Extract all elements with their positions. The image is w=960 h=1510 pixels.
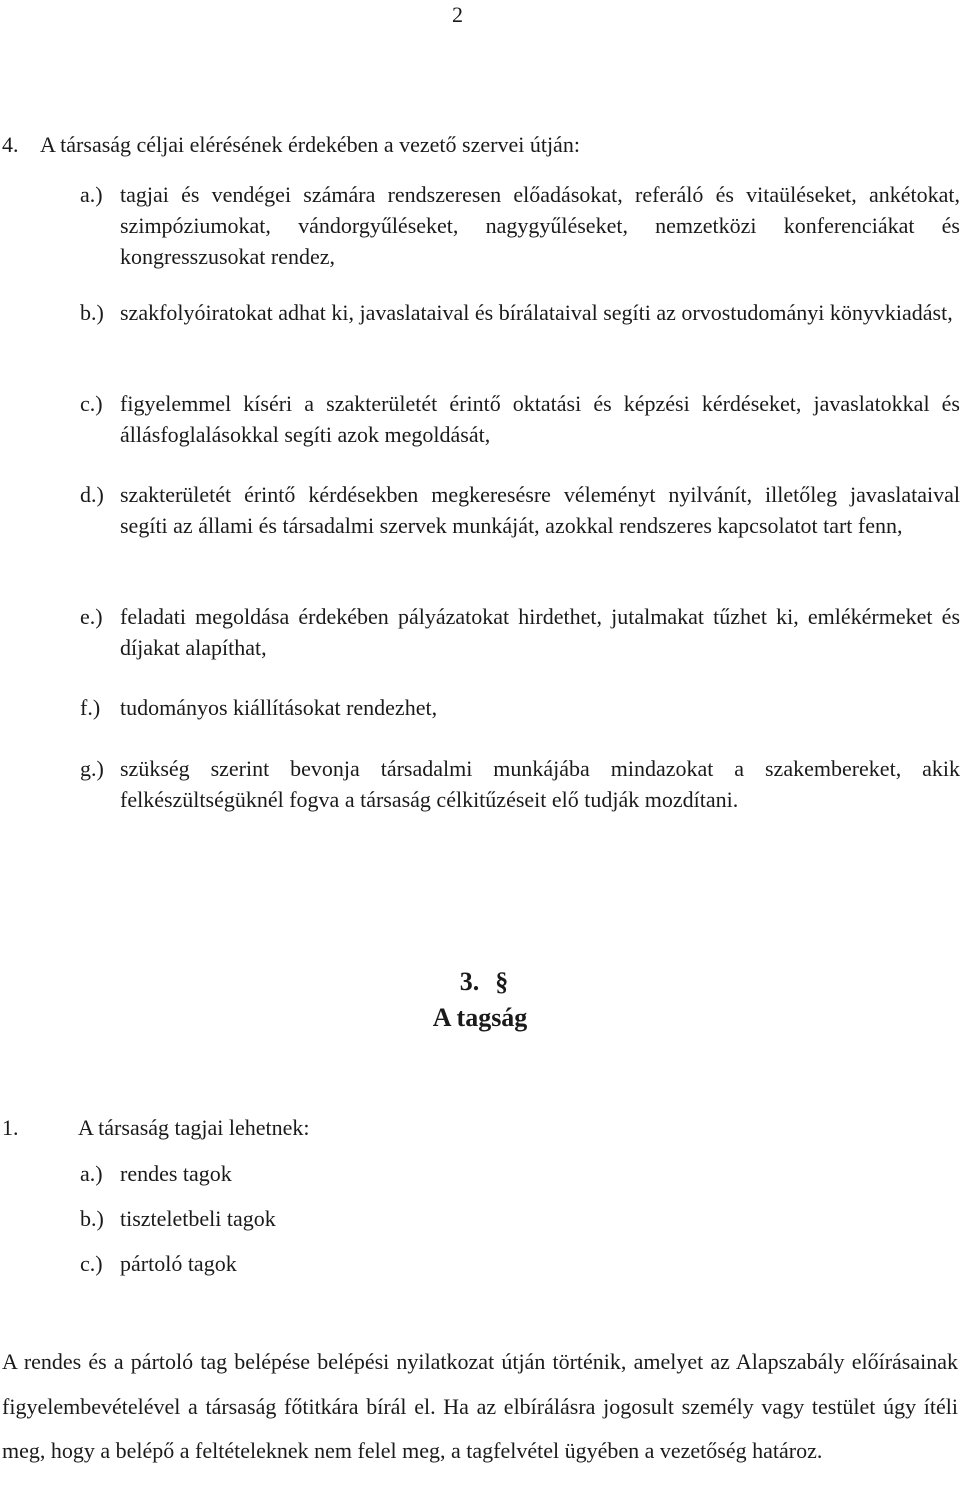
list-item-text: tudományos kiállításokat rendezhet, [120, 695, 438, 720]
page-number: 2 [452, 2, 463, 27]
point-intro-text: A társaság tagjai lehetnek: [78, 1115, 310, 1140]
list-item [80, 1161, 232, 1187]
section-number: 3. [459, 967, 480, 996]
list-item-f [80, 692, 960, 723]
list-item-letter: c.) [80, 391, 103, 416]
section-heading-number [0, 967, 960, 997]
list-item-letter: e.) [80, 604, 103, 629]
list-item-e [80, 601, 960, 663]
list-item-text: tagjai és vendégei számára rendszeresen előadásokat, referáló és vitaüléseket, ankétokat, szimpóziumokat, vándorgyűléseket, nagygyűléseket, nemzetközi konferenciákat és kongresszusokat rendez, [120, 182, 960, 269]
list-item [80, 1251, 237, 1277]
list-item-text: feladati megoldása érdekében pályázatokat hirdethet, jutalmakat tűzhet ki, emlékérmeket és díjakat alapíthat, [120, 604, 960, 660]
closing-paragraph: A rendes és a pártoló tag belépése belépési nyilatkozat útján történik, amelyet az Alapszabály előírásainak figyelembevételével a társaság főtitkára bírál el. Ha az elbírálásra jogosult személy vagy testület úgy ítéli meg, hogy a belépő a feltételeknek nem felel meg, a tagfelvétel ügyében a vezetőség határoz. [2, 1349, 958, 1463]
list-item-text: szakterületét érintő kérdésekben megkeresésre véleményt nyilvánít, illetőleg javaslataival segíti az állami és társadalmi szervek munkáját, azokkal rendszeres kapcsolatot tart fenn, [120, 482, 960, 538]
list-item-letter: a.) [80, 1161, 103, 1186]
list-item-c [80, 388, 960, 450]
list-item-letter: b.) [80, 300, 104, 325]
list-item-text: szükség szerint bevonja társadalmi munkájába mindazokat a szakembereket, akik felkészültségüknél fogva a társaság célkitűzéseit elő tudják mozdítani. [120, 756, 960, 812]
list-item-text: tiszteletbeli tagok [120, 1206, 276, 1231]
point-4-intro [2, 132, 580, 158]
list-item-g [80, 753, 960, 815]
list-item-b [80, 297, 960, 328]
point-intro-text: A társaság céljai elérésének érdekében a vezető szervei útján: [40, 132, 580, 157]
list-item-letter: f.) [80, 695, 101, 720]
list-item-text: figyelemmel kíséri a szakterületét érintő oktatási és képzési kérdéseket, javaslatokkal és állásfoglalásokkal segíti azok megoldását, [120, 391, 960, 447]
list-item-letter: g.) [80, 756, 104, 781]
point-number: 4. [2, 132, 19, 157]
list-item [80, 1206, 276, 1232]
section-sign: § [495, 967, 509, 996]
point-number: 1. [2, 1115, 19, 1140]
list-item-letter: b.) [80, 1206, 104, 1231]
list-item-a [80, 179, 960, 272]
section-title: A tagság [432, 1003, 528, 1032]
list-item-text: pártoló tagok [120, 1251, 237, 1276]
list-item-letter: a.) [80, 182, 103, 207]
point-1-intro [2, 1115, 310, 1141]
list-item-text: szakfolyóiratokat adhat ki, javaslataival és bírálataival segíti az orvostudományi könyvkiadást, [120, 300, 953, 325]
list-item-d [80, 479, 960, 541]
list-item-letter: c.) [80, 1251, 103, 1276]
list-item-letter: d.) [80, 482, 104, 507]
list-item-text: rendes tagok [120, 1161, 232, 1186]
